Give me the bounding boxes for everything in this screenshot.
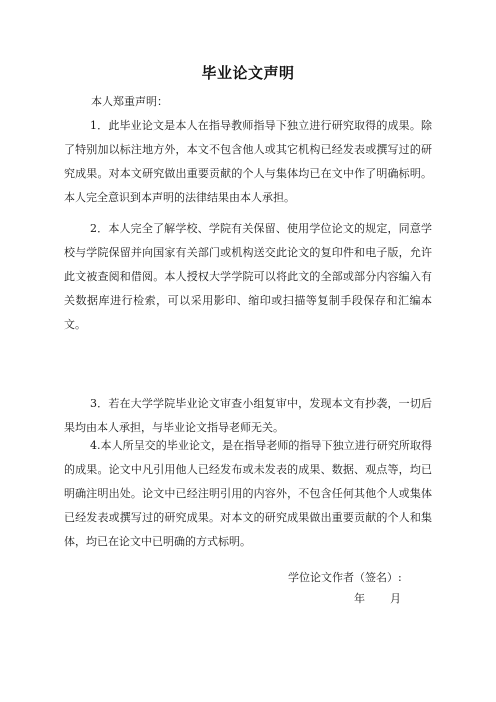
declaration-intro: 本人郑重声明： [91,95,168,108]
declaration-paragraph-2: 2．本人完全了解学校、学院有关保留、使用学位论文的规定，同意学校与学院保留并向国家有关部门或机构送交此论文的复印件和电子版，允许此文被查阅和借阅。本人授权大学学院可以将此文的全部或部分内容编入有关数据库进行检索，可以采用影印、缩印或扫描等复制手段保存和汇编本文。 [64,222,432,331]
month-label: 月 [390,592,401,605]
declaration-paragraph-1: 1．此毕业论文是本人在指导教师指导下独立进行研究取得的成果。除了特别加以标注地方外，本文不包含他人或其它机构已经发表或撰写过的研究成果。对本文研究做出重要贡献的个人与集体均已在文中作了明确标明。本人完全意识到本声明的法律结果由本人承担。 [64,119,432,204]
year-label: 年 [354,592,365,605]
author-signature-label: 学位论文作者（签名）: [288,571,402,584]
page-title: 毕业论文声明 [201,64,295,82]
declaration-paragraph-3: 3．若在大学学院毕业论文审查小组复审中，发现本文有抄袭，一切后果均由本人承担，与毕业论文指导老师无关。 [64,397,432,434]
declaration-paragraph-4: 4.本人所呈交的毕业论文，是在指导老师的指导下独立进行研究所取得的成果。论文中凡引用他人已经发布或未发表的成果、数据、观点等，均已明确注明出处。论文中已经注明引用的内容外，不包含任何其他个人或集体已经发表或撰写过的研究成果。对本文的研究成果做出重要贡献的个人和集体，均已在论文中已明确的方式标明。 [64,439,432,548]
